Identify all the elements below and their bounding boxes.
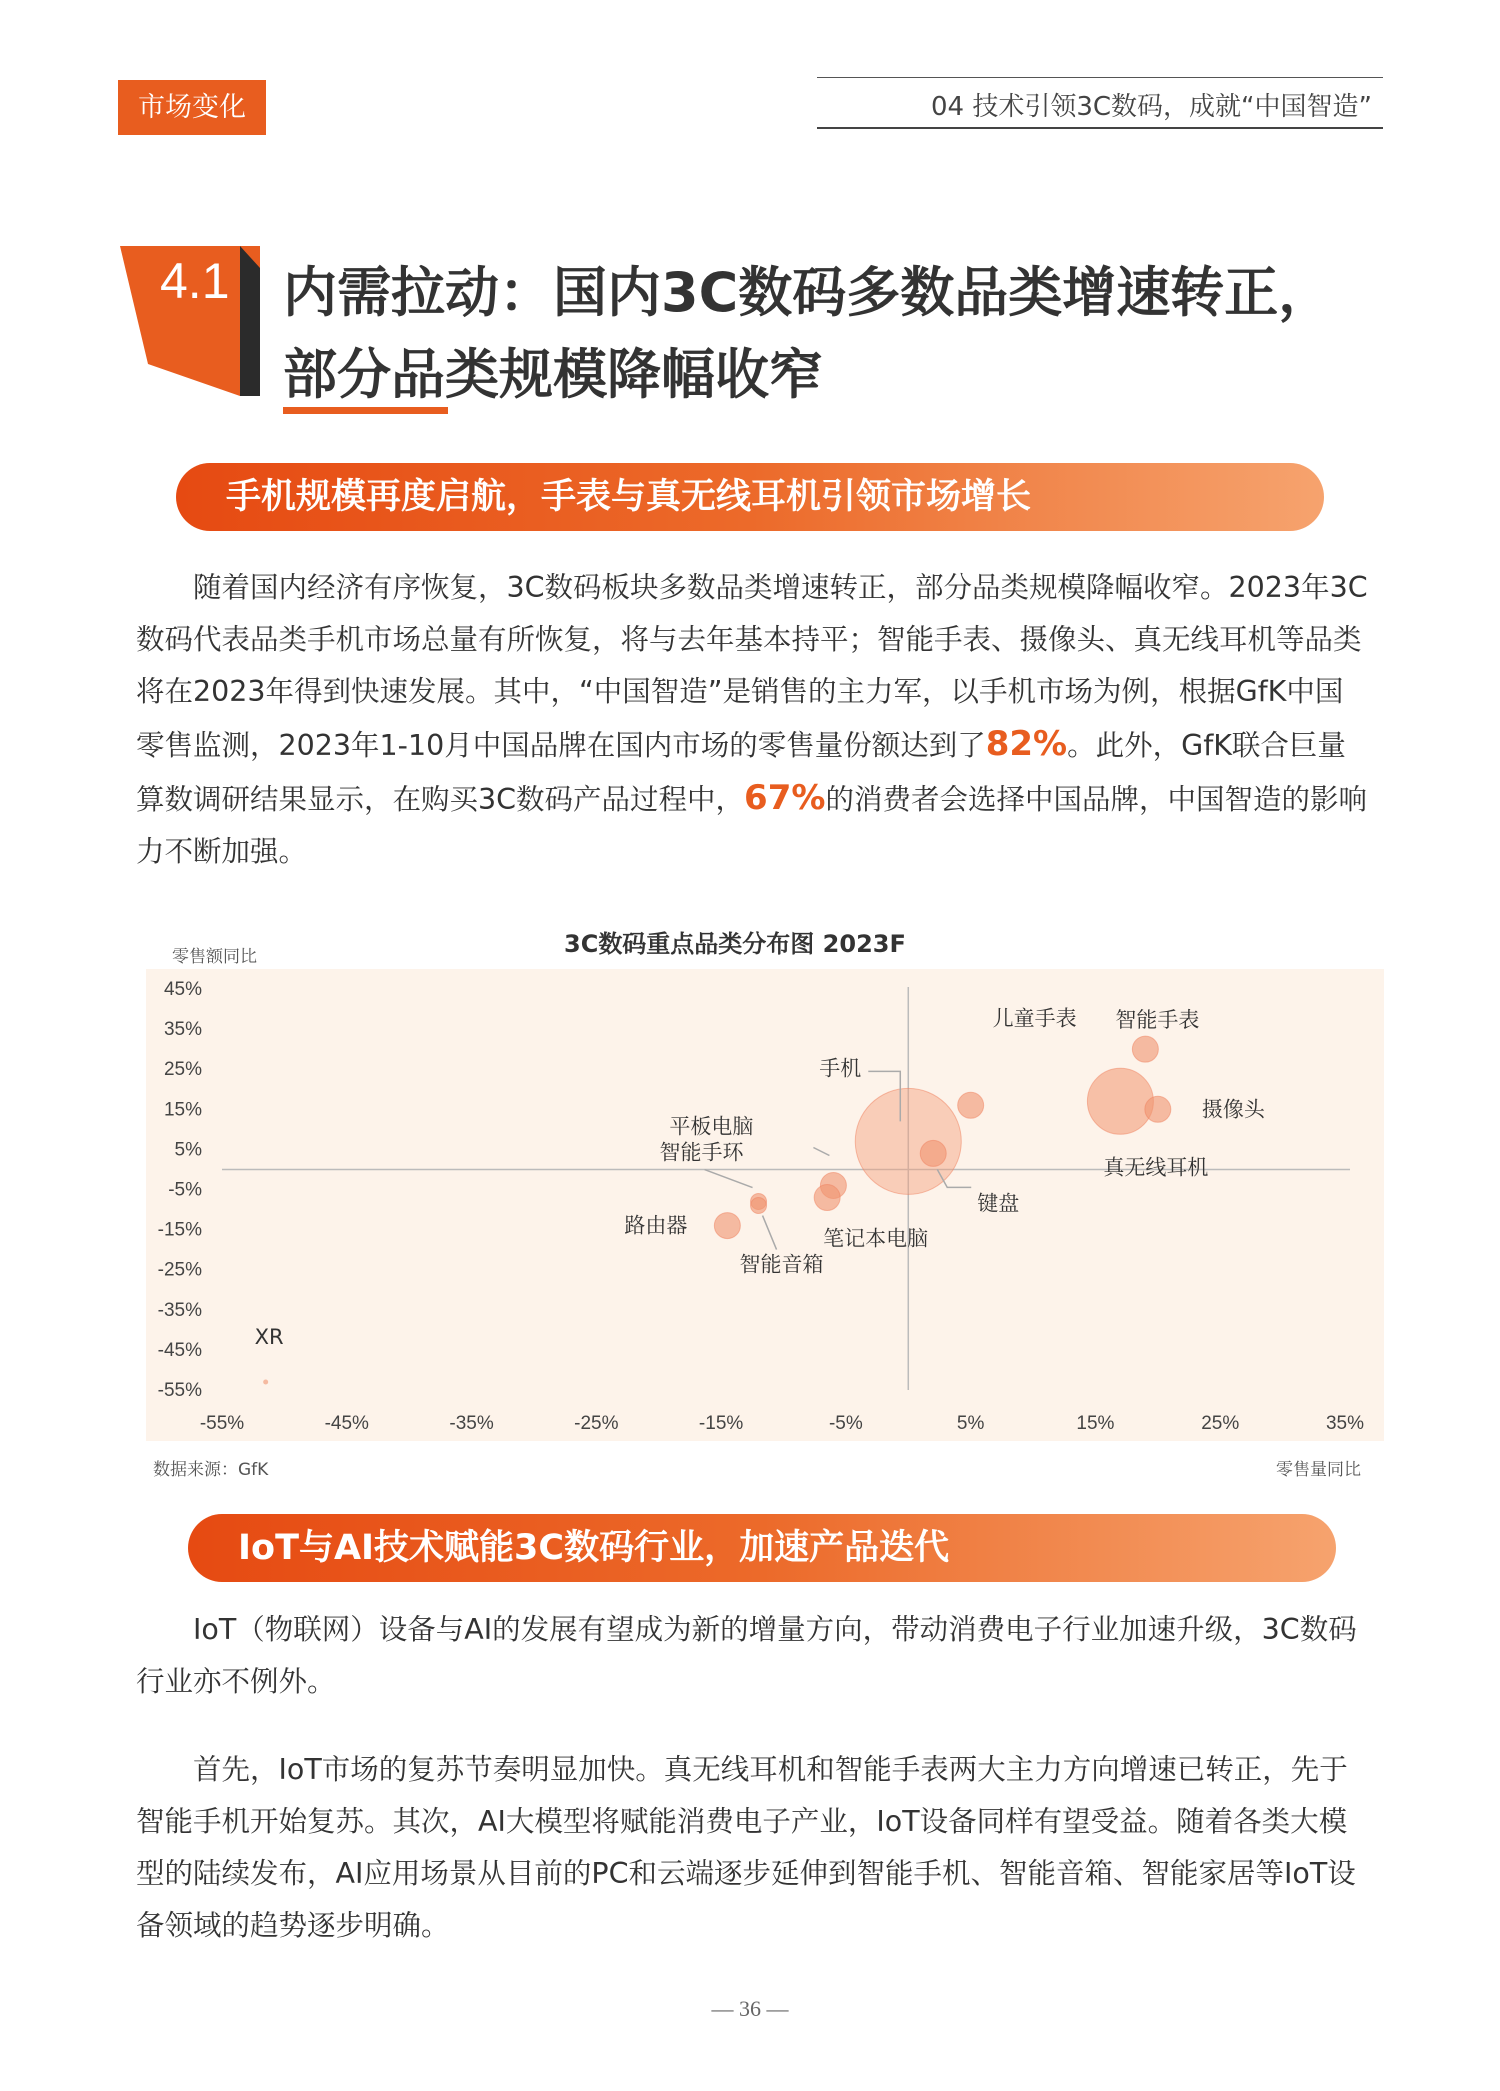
point-label: 智能音箱 <box>739 1252 824 1277</box>
point-XR <box>263 1379 268 1384</box>
subheading-1: 手机规模再度启航，手表与真无线耳机引领市场增长 <box>226 477 1032 517</box>
chart-title: 3C数码重点品类分布图 2023F <box>564 930 906 958</box>
y-axis-label: 零售额同比 <box>172 947 257 967</box>
header-rule-top <box>817 77 1383 78</box>
y-tick-label: 35% <box>163 1019 202 1041</box>
section-tag: 市场变化 <box>118 80 266 135</box>
y-tick-label: 15% <box>163 1099 202 1121</box>
paragraph-1-text-a: 随着国内经济有序恢复，3C数码板块多数品类增速转正，部分品类规模降幅收窄。2023年3C数码代表品类手机市场总量有所恢复，将与去年基本持平；智能手表、摄像头、真无线耳机等品类将在2023年得到快速发展。其中，“中国智造”是销售的主力军，以手机市场为例，根据GfK中国零售监测，2023年1-10月中国品牌在国内市场的零售量份额达到了 <box>136 571 1368 762</box>
y-tick-label: 25% <box>163 1059 202 1081</box>
scatter-chart <box>140 965 1390 1445</box>
paragraph-3: 首先，IoT市场的复苏节奏明显加快。真无线耳机和智能手表两大主力方向增速已转正，先于智能手机开始复苏。其次，AI大模型将赋能消费电子产业，IoT设备同样有望受益。随着各类大模型的陆续发布，AI应用场景从目前的PC和云端逐步延伸到智能手机、智能音箱、智能家居等IoT设备领域的趋势逐步明确。 <box>136 1753 1356 1942</box>
y-tick-label: 5% <box>174 1139 202 1161</box>
chapter-title: 04 技术引领3C数码，成就“中国智造” <box>931 92 1372 122</box>
point-label: 键盘 <box>977 1191 1020 1216</box>
y-tick-label: -15% <box>157 1219 202 1241</box>
paragraph-1-text-c: 的消费者会选择中国品牌，中国智造的影响力不断加强。 <box>136 783 1367 868</box>
section-title <box>283 252 1332 416</box>
paragraph-2: IoT（物联网）设备与AI的发展有望成为新的增量方向，带动消费电子行业加速升级，3C数码行业亦不例外。 <box>136 1613 1357 1698</box>
point-label: 平板电脑 <box>669 1114 754 1139</box>
point-label: 真无线耳机 <box>1103 1155 1209 1180</box>
y-tick-label: -45% <box>157 1339 202 1361</box>
y-tick-label: -35% <box>157 1299 202 1321</box>
data-source: 数据来源：GfK <box>153 1460 269 1480</box>
x-tick-label: -5% <box>828 1413 863 1434</box>
x-tick-label: 25% <box>1201 1413 1240 1434</box>
x-tick-label: -45% <box>324 1413 369 1434</box>
point-label: 智能手环 <box>659 1140 744 1165</box>
x-tick-label: 5% <box>956 1413 985 1434</box>
point-儿童手表 <box>958 1092 984 1118</box>
subheading-2: IoT与AI技术赋能3C数码行业，加速产品迭代 <box>238 1528 950 1568</box>
y-tick-label: -5% <box>168 1179 202 1201</box>
y-tick-label: -55% <box>157 1380 202 1401</box>
header-rule-bottom <box>817 127 1383 129</box>
section-title-line1: 内需拉动：国内3C数码多数品类增速转正， <box>283 261 1333 324</box>
highlight-82: 82% <box>985 724 1068 764</box>
point-真无线耳机 <box>1087 1068 1153 1134</box>
y-tick-label: -25% <box>157 1259 202 1281</box>
x-tick-label: -25% <box>574 1413 619 1434</box>
point-label: 路由器 <box>624 1213 688 1238</box>
section-number: 4.1 <box>160 253 230 309</box>
point-label: 儿童手表 <box>992 1006 1077 1031</box>
x-tick-label: 15% <box>1076 1413 1115 1434</box>
title-underline <box>283 407 448 414</box>
y-tick-label: 45% <box>163 979 202 1000</box>
point-label: 摄像头 <box>1201 1097 1265 1122</box>
point-路由器 <box>714 1213 740 1239</box>
point-笔记本电脑 <box>814 1185 840 1211</box>
x-tick-label: -35% <box>449 1413 494 1434</box>
x-tick-label: -55% <box>199 1413 245 1434</box>
point-摄像头 <box>1145 1096 1171 1122</box>
point-智能音箱 <box>751 1198 767 1214</box>
point-键盘 <box>920 1140 946 1166</box>
paragraph-1 <box>136 562 1368 878</box>
point-label: 智能手表 <box>1115 1008 1200 1033</box>
point-手机 <box>855 1088 961 1194</box>
point-label: 笔记本电脑 <box>823 1226 929 1251</box>
x-tick-label: -15% <box>698 1413 744 1434</box>
point-label: 手机 <box>819 1056 862 1081</box>
highlight-67: 67% <box>744 778 826 818</box>
x-axis-label: 零售量同比 <box>1276 1460 1361 1480</box>
section-title-line2: 部分品类规模降幅收窄 <box>283 343 823 406</box>
x-tick-label: 35% <box>1325 1413 1365 1434</box>
point-label: XR <box>254 1324 284 1349</box>
point-智能手表 <box>1132 1036 1158 1062</box>
page-number: — 36 — <box>711 1996 789 2021</box>
paragraph-1-text-b: 。此外，GfK联合巨量算数调研结果显示，在购买3C数码产品过程中， <box>136 729 1346 816</box>
